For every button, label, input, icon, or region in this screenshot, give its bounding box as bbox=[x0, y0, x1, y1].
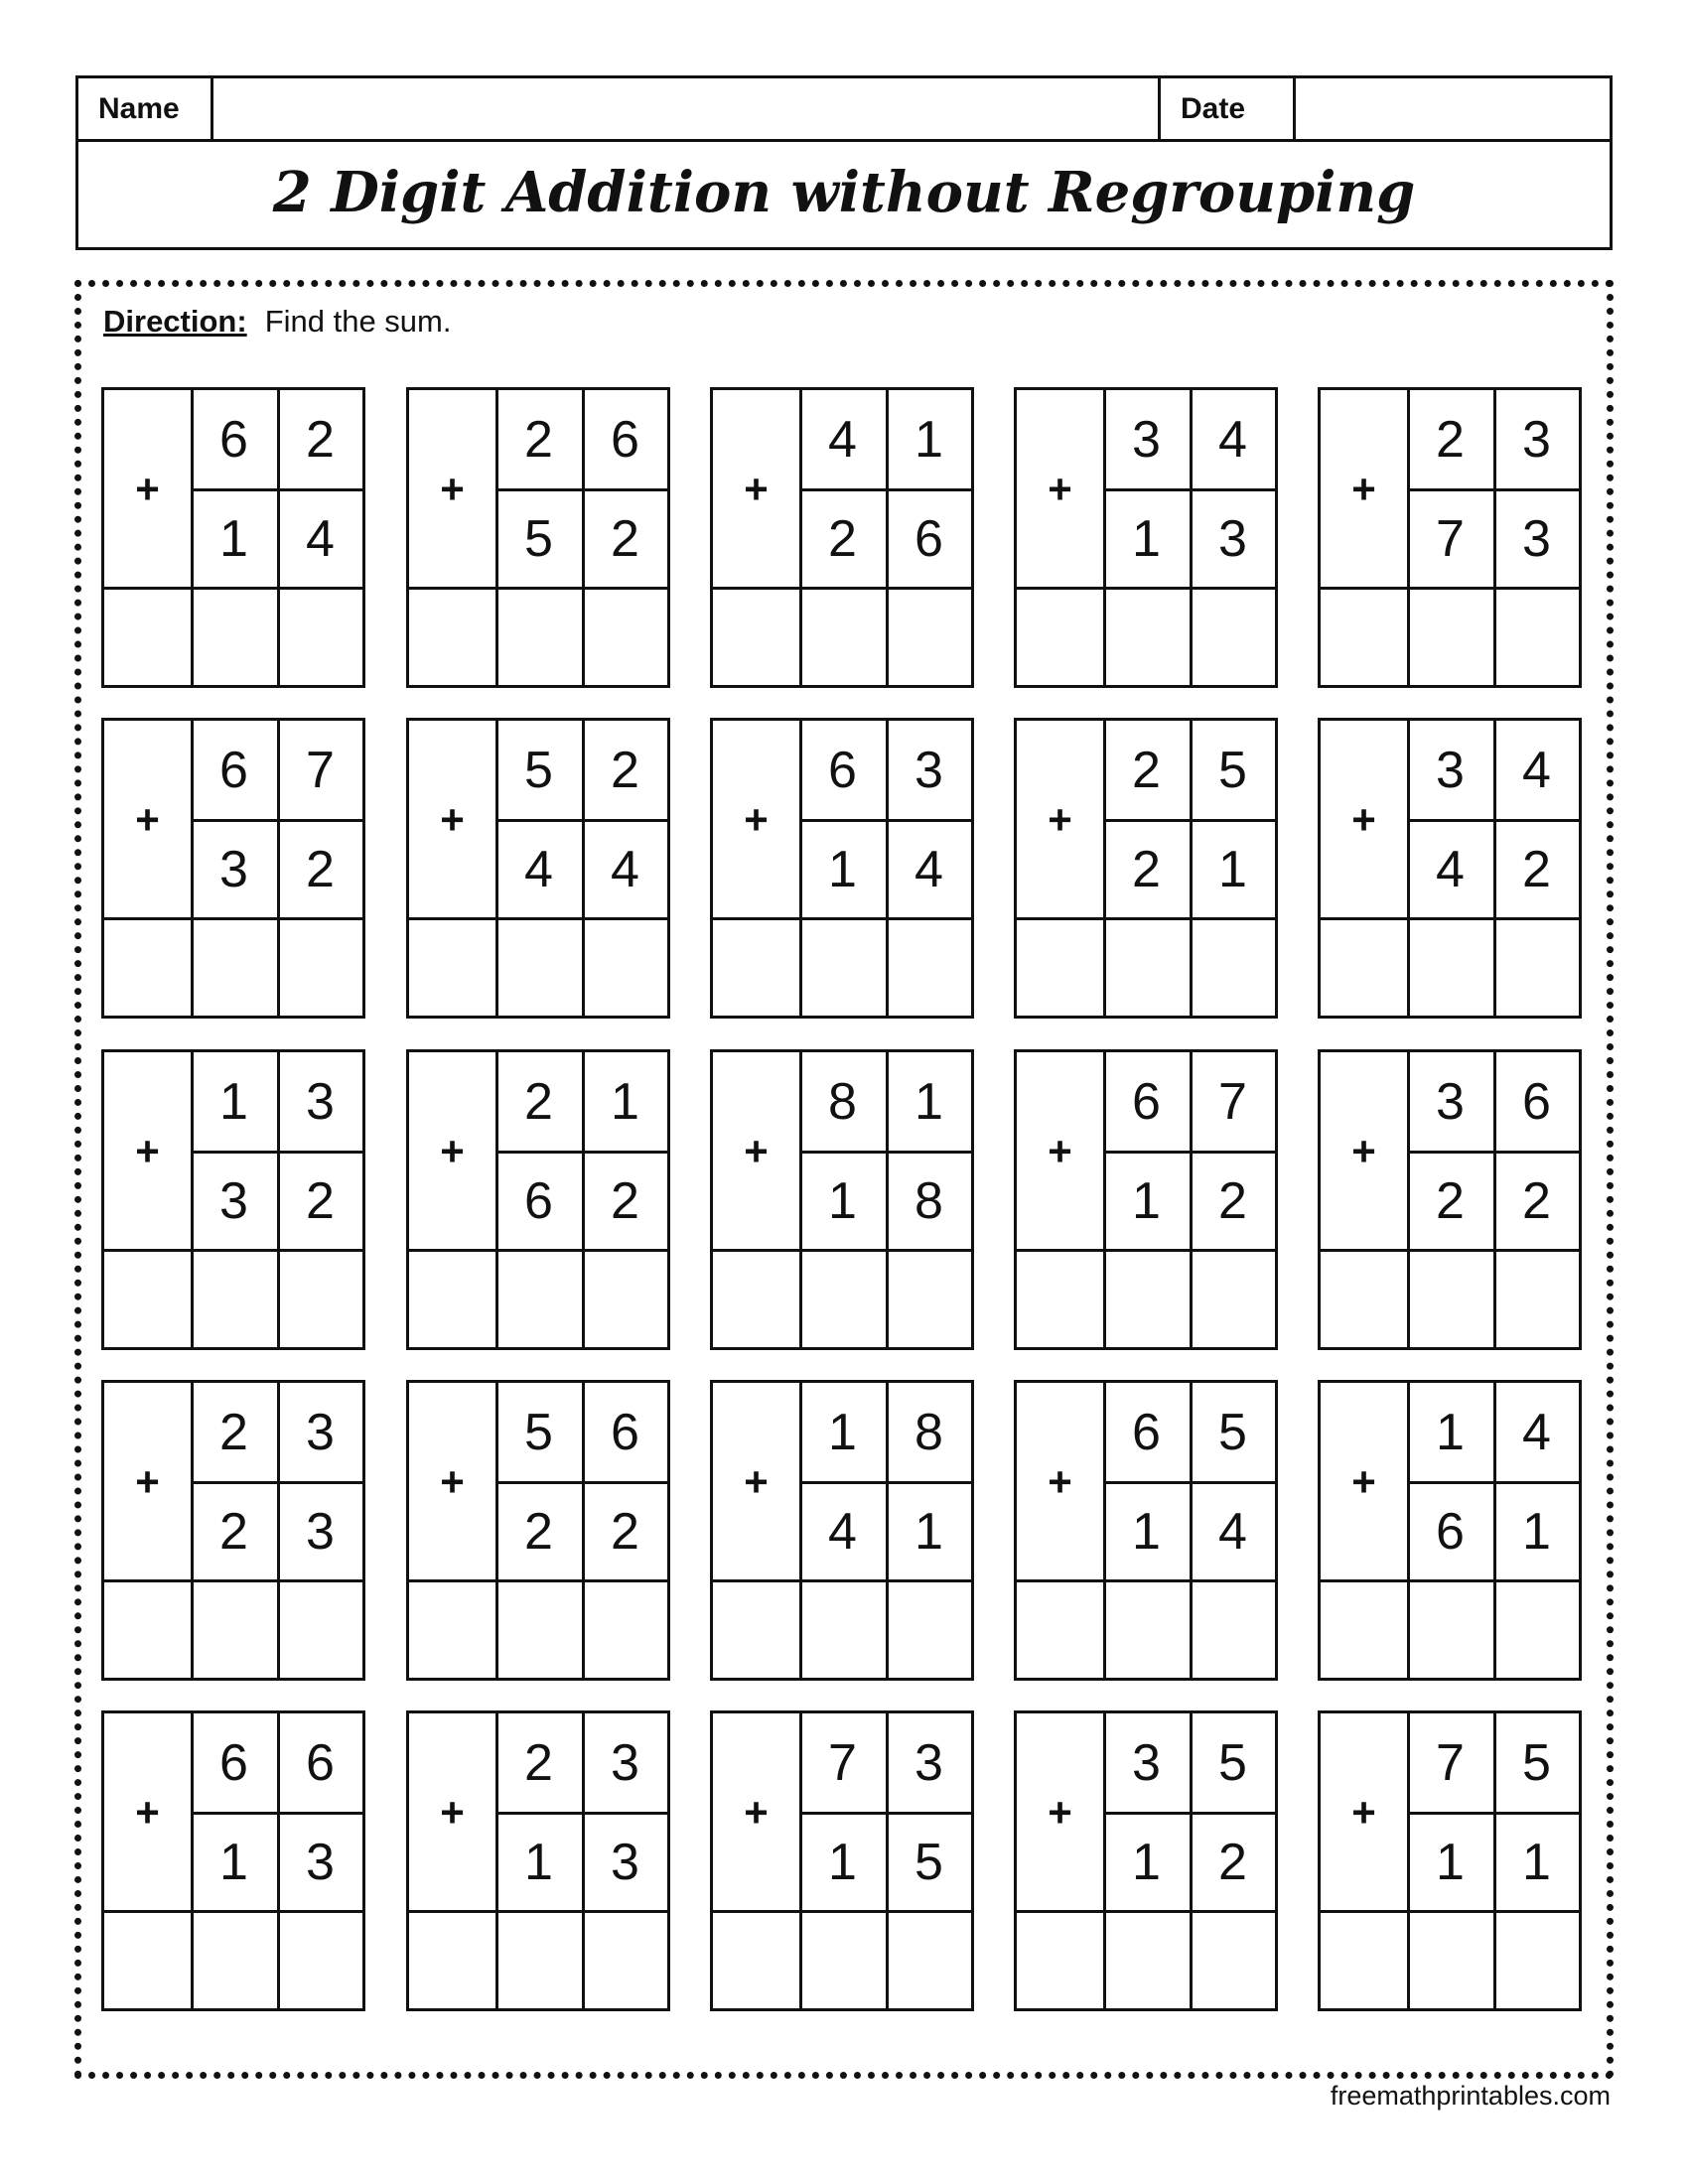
plus-sign: + bbox=[744, 1458, 769, 1505]
answer-cell[interactable] bbox=[713, 1251, 799, 1350]
answer-cell[interactable] bbox=[104, 1251, 191, 1350]
top-ones-digit: 6 bbox=[306, 1734, 335, 1792]
top-ones-digit: 1 bbox=[914, 411, 943, 469]
answer-cell[interactable] bbox=[409, 1581, 495, 1681]
answer-cell[interactable] bbox=[495, 1581, 582, 1681]
plus-sign: + bbox=[1048, 796, 1072, 843]
top-tens-digit: 6 bbox=[1132, 1404, 1161, 1461]
answer-cell[interactable] bbox=[1017, 1581, 1103, 1681]
plus-sign: + bbox=[440, 796, 465, 843]
plus-sign: + bbox=[744, 796, 769, 843]
top-tens-digit: 7 bbox=[828, 1734, 857, 1792]
answer-cell[interactable] bbox=[799, 919, 886, 1019]
plus-sign: + bbox=[135, 466, 160, 512]
plus-sign: + bbox=[440, 1128, 465, 1174]
plus-sign: + bbox=[440, 466, 465, 512]
answer-cell[interactable] bbox=[1493, 919, 1580, 1019]
top-tens-digit: 1 bbox=[828, 1404, 857, 1461]
problem-box bbox=[101, 1049, 365, 1350]
answer-cell[interactable] bbox=[104, 1912, 191, 2011]
bottom-tens-digit: 6 bbox=[1436, 1503, 1465, 1561]
bottom-tens-digit: 2 bbox=[219, 1503, 248, 1561]
answer-cell[interactable] bbox=[713, 919, 799, 1019]
top-tens-digit: 6 bbox=[1132, 1073, 1161, 1131]
answer-cell[interactable] bbox=[409, 919, 495, 1019]
top-tens-digit: 5 bbox=[524, 1404, 553, 1461]
problem-box bbox=[1014, 387, 1278, 688]
answer-cell[interactable] bbox=[1321, 1251, 1407, 1350]
bottom-tens-digit: 6 bbox=[524, 1172, 553, 1230]
bottom-tens-digit: 4 bbox=[1436, 841, 1465, 898]
bottom-ones-digit: 2 bbox=[611, 1503, 639, 1561]
top-ones-digit: 3 bbox=[914, 742, 943, 799]
bottom-ones-digit: 2 bbox=[306, 841, 335, 898]
bottom-tens-digit: 2 bbox=[1132, 841, 1161, 898]
bottom-tens-digit: 4 bbox=[524, 841, 553, 898]
answer-cell[interactable] bbox=[886, 1251, 972, 1350]
answer-cell[interactable] bbox=[495, 919, 582, 1019]
answer-cell[interactable] bbox=[1190, 589, 1276, 688]
bottom-ones-digit: 2 bbox=[306, 1172, 335, 1230]
top-tens-digit: 8 bbox=[828, 1073, 857, 1131]
bottom-tens-digit: 1 bbox=[1132, 1172, 1161, 1230]
answer-cell[interactable] bbox=[104, 589, 191, 688]
bottom-tens-digit: 1 bbox=[828, 1172, 857, 1230]
top-tens-digit: 1 bbox=[1436, 1404, 1465, 1461]
problem-box bbox=[1318, 387, 1582, 688]
plus-sign: + bbox=[135, 1128, 160, 1174]
top-tens-digit: 3 bbox=[1436, 1073, 1465, 1131]
answer-cell[interactable] bbox=[1407, 1581, 1493, 1681]
plus-sign: + bbox=[744, 466, 769, 512]
bottom-tens-digit: 2 bbox=[828, 510, 857, 568]
plus-sign: + bbox=[440, 1458, 465, 1505]
problem-box bbox=[1014, 718, 1278, 1019]
problem-box bbox=[406, 1380, 670, 1681]
bottom-ones-digit: 1 bbox=[1522, 1834, 1551, 1891]
answer-cell[interactable] bbox=[1190, 1581, 1276, 1681]
direction-text: Find the sum. bbox=[264, 304, 452, 339]
bottom-tens-digit: 1 bbox=[1132, 1834, 1161, 1891]
bottom-tens-digit: 7 bbox=[1436, 510, 1465, 568]
answer-cell[interactable] bbox=[799, 589, 886, 688]
problem-box bbox=[1318, 1380, 1582, 1681]
answer-cell[interactable] bbox=[886, 919, 972, 1019]
bottom-ones-digit: 5 bbox=[914, 1834, 943, 1891]
top-tens-digit: 6 bbox=[219, 1734, 248, 1792]
bottom-ones-digit: 4 bbox=[914, 841, 943, 898]
bottom-tens-digit: 2 bbox=[1436, 1172, 1465, 1230]
answer-cell[interactable] bbox=[409, 589, 495, 688]
answer-cell[interactable] bbox=[1321, 1581, 1407, 1681]
plus-sign: + bbox=[1048, 1458, 1072, 1505]
problem-box bbox=[1318, 718, 1582, 1019]
top-ones-digit: 4 bbox=[1522, 742, 1551, 799]
answer-cell[interactable] bbox=[1493, 1251, 1580, 1350]
top-tens-digit: 2 bbox=[1436, 411, 1465, 469]
answer-cell[interactable] bbox=[799, 1581, 886, 1681]
answer-cell[interactable] bbox=[582, 1581, 668, 1681]
answer-cell[interactable] bbox=[1321, 1912, 1407, 2011]
plus-sign: + bbox=[135, 1458, 160, 1505]
answer-cell[interactable] bbox=[1103, 1251, 1190, 1350]
top-ones-digit: 1 bbox=[611, 1073, 639, 1131]
answer-cell[interactable] bbox=[1407, 589, 1493, 688]
top-ones-digit: 6 bbox=[611, 1404, 639, 1461]
problem-box bbox=[1014, 1380, 1278, 1681]
problem-box bbox=[710, 1049, 974, 1350]
answer-cell[interactable] bbox=[495, 1912, 582, 2011]
top-ones-digit: 5 bbox=[1218, 742, 1247, 799]
answer-cell[interactable] bbox=[1493, 1581, 1580, 1681]
answer-cell[interactable] bbox=[409, 1251, 495, 1350]
bottom-ones-digit: 2 bbox=[1218, 1172, 1247, 1230]
answer-cell[interactable] bbox=[104, 919, 191, 1019]
plus-sign: + bbox=[1351, 466, 1376, 512]
answer-cell[interactable] bbox=[277, 589, 363, 688]
footer-site: freemathprintables.com bbox=[1330, 2081, 1611, 2111]
bottom-ones-digit: 1 bbox=[1522, 1503, 1551, 1561]
answer-cell[interactable] bbox=[1321, 919, 1407, 1019]
problem-box bbox=[406, 1710, 670, 2011]
answer-cell[interactable] bbox=[1407, 1912, 1493, 2011]
worksheet-title: 2 Digit Addition without Regrouping bbox=[272, 160, 1416, 225]
bottom-ones-digit: 1 bbox=[914, 1503, 943, 1561]
answer-cell[interactable] bbox=[1493, 1912, 1580, 2011]
bottom-tens-digit: 3 bbox=[219, 841, 248, 898]
bottom-ones-digit: 3 bbox=[306, 1834, 335, 1891]
bottom-ones-digit: 2 bbox=[1218, 1834, 1247, 1891]
top-ones-digit: 7 bbox=[1218, 1073, 1247, 1131]
answer-cell[interactable] bbox=[191, 919, 277, 1019]
date-field[interactable] bbox=[1296, 78, 1613, 139]
top-ones-digit: 7 bbox=[306, 742, 335, 799]
answer-cell[interactable] bbox=[1017, 919, 1103, 1019]
answer-cell[interactable] bbox=[277, 1912, 363, 2011]
bottom-ones-digit: 4 bbox=[306, 510, 335, 568]
problem-box bbox=[710, 1380, 974, 1681]
answer-cell[interactable] bbox=[191, 589, 277, 688]
answer-cell[interactable] bbox=[799, 1912, 886, 2011]
bottom-ones-digit: 3 bbox=[1218, 510, 1247, 568]
plus-sign: + bbox=[440, 1789, 465, 1836]
answer-cell[interactable] bbox=[582, 1912, 668, 2011]
problem-box bbox=[1014, 1710, 1278, 2011]
plus-sign: + bbox=[135, 796, 160, 843]
problem-box bbox=[101, 1380, 365, 1681]
answer-cell[interactable] bbox=[1103, 1912, 1190, 2011]
top-tens-digit: 2 bbox=[524, 411, 553, 469]
top-ones-digit: 1 bbox=[914, 1073, 943, 1131]
bottom-tens-digit: 1 bbox=[1132, 510, 1161, 568]
top-ones-digit: 3 bbox=[306, 1073, 335, 1131]
answer-cell[interactable] bbox=[277, 1581, 363, 1681]
problem-box bbox=[1318, 1049, 1582, 1350]
answer-cell[interactable] bbox=[191, 1912, 277, 2011]
name-label: Name bbox=[78, 78, 213, 139]
answer-cell[interactable] bbox=[713, 1912, 799, 2011]
bottom-tens-digit: 1 bbox=[1132, 1503, 1161, 1561]
top-ones-digit: 4 bbox=[1218, 411, 1247, 469]
name-date-row bbox=[78, 78, 1610, 142]
bottom-ones-digit: 2 bbox=[611, 510, 639, 568]
top-ones-digit: 2 bbox=[611, 742, 639, 799]
answer-cell[interactable] bbox=[1493, 589, 1580, 688]
problem-box bbox=[710, 718, 974, 1019]
answer-cell[interactable] bbox=[582, 589, 668, 688]
bottom-ones-digit: 6 bbox=[914, 510, 943, 568]
bottom-ones-digit: 3 bbox=[306, 1503, 335, 1561]
top-tens-digit: 6 bbox=[828, 742, 857, 799]
top-ones-digit: 3 bbox=[306, 1404, 335, 1461]
top-tens-digit: 2 bbox=[1132, 742, 1161, 799]
top-ones-digit: 2 bbox=[306, 411, 335, 469]
plus-sign: + bbox=[744, 1128, 769, 1174]
answer-cell[interactable] bbox=[1103, 589, 1190, 688]
top-tens-digit: 4 bbox=[828, 411, 857, 469]
plus-sign: + bbox=[1351, 1458, 1376, 1505]
plus-sign: + bbox=[1351, 1789, 1376, 1836]
answer-cell[interactable] bbox=[886, 1912, 972, 2011]
plus-sign: + bbox=[1351, 796, 1376, 843]
bottom-tens-digit: 1 bbox=[828, 1834, 857, 1891]
answer-cell[interactable] bbox=[277, 1251, 363, 1350]
top-ones-digit: 5 bbox=[1218, 1404, 1247, 1461]
problem-box bbox=[710, 1710, 974, 2011]
bottom-tens-digit: 1 bbox=[1436, 1834, 1465, 1891]
answer-cell[interactable] bbox=[713, 1581, 799, 1681]
bottom-ones-digit: 8 bbox=[914, 1172, 943, 1230]
answer-cell[interactable] bbox=[1190, 1251, 1276, 1350]
top-ones-digit: 5 bbox=[1218, 1734, 1247, 1792]
answer-cell[interactable] bbox=[1017, 1912, 1103, 2011]
answer-cell[interactable] bbox=[799, 1251, 886, 1350]
problem-box bbox=[406, 387, 670, 688]
name-field[interactable] bbox=[213, 78, 1161, 139]
bottom-ones-digit: 1 bbox=[1218, 841, 1247, 898]
top-tens-digit: 6 bbox=[219, 742, 248, 799]
problem-box bbox=[406, 718, 670, 1019]
problem-box bbox=[1014, 1049, 1278, 1350]
top-tens-digit: 2 bbox=[524, 1734, 553, 1792]
date-label: Date bbox=[1161, 78, 1296, 139]
problem-box bbox=[710, 387, 974, 688]
bottom-tens-digit: 4 bbox=[828, 1503, 857, 1561]
plus-sign: + bbox=[135, 1789, 160, 1836]
answer-cell[interactable] bbox=[277, 919, 363, 1019]
top-ones-digit: 6 bbox=[1522, 1073, 1551, 1131]
bottom-ones-digit: 3 bbox=[611, 1834, 639, 1891]
answer-cell[interactable] bbox=[1103, 1581, 1190, 1681]
bottom-tens-digit: 1 bbox=[219, 510, 248, 568]
answer-cell[interactable] bbox=[1103, 919, 1190, 1019]
top-tens-digit: 3 bbox=[1132, 411, 1161, 469]
problem-box bbox=[1318, 1710, 1582, 2011]
answer-cell[interactable] bbox=[1017, 589, 1103, 688]
bottom-ones-digit: 2 bbox=[1522, 841, 1551, 898]
bottom-ones-digit: 3 bbox=[1522, 510, 1551, 568]
answer-cell[interactable] bbox=[191, 1581, 277, 1681]
answer-cell[interactable] bbox=[1407, 919, 1493, 1019]
top-tens-digit: 6 bbox=[219, 411, 248, 469]
plus-sign: + bbox=[1048, 1128, 1072, 1174]
bottom-tens-digit: 1 bbox=[219, 1834, 248, 1891]
bottom-ones-digit: 4 bbox=[1218, 1503, 1247, 1561]
problem-box bbox=[101, 387, 365, 688]
problem-box bbox=[406, 1049, 670, 1350]
answer-cell[interactable] bbox=[582, 1251, 668, 1350]
top-tens-digit: 3 bbox=[1132, 1734, 1161, 1792]
bottom-tens-digit: 3 bbox=[219, 1172, 248, 1230]
top-tens-digit: 2 bbox=[524, 1073, 553, 1131]
top-ones-digit: 3 bbox=[611, 1734, 639, 1792]
top-tens-digit: 3 bbox=[1436, 742, 1465, 799]
top-ones-digit: 6 bbox=[611, 411, 639, 469]
bottom-tens-digit: 1 bbox=[524, 1834, 553, 1891]
problem-box bbox=[101, 718, 365, 1019]
answer-cell[interactable] bbox=[191, 1251, 277, 1350]
answer-cell[interactable] bbox=[713, 589, 799, 688]
top-ones-digit: 4 bbox=[1522, 1404, 1551, 1461]
bottom-ones-digit: 2 bbox=[611, 1172, 639, 1230]
top-tens-digit: 7 bbox=[1436, 1734, 1465, 1792]
answer-cell[interactable] bbox=[1190, 1912, 1276, 2011]
top-ones-digit: 5 bbox=[1522, 1734, 1551, 1792]
bottom-tens-digit: 1 bbox=[828, 841, 857, 898]
bottom-ones-digit: 2 bbox=[1522, 1172, 1551, 1230]
header-box bbox=[75, 75, 1613, 250]
answer-cell[interactable] bbox=[886, 1581, 972, 1681]
bottom-ones-digit: 4 bbox=[611, 841, 639, 898]
top-tens-digit: 1 bbox=[219, 1073, 248, 1131]
answer-cell[interactable] bbox=[495, 1251, 582, 1350]
answer-cell[interactable] bbox=[582, 919, 668, 1019]
answer-cell[interactable] bbox=[1321, 589, 1407, 688]
top-tens-digit: 5 bbox=[524, 742, 553, 799]
top-ones-digit: 3 bbox=[914, 1734, 943, 1792]
plus-sign: + bbox=[744, 1789, 769, 1836]
answer-cell[interactable] bbox=[495, 589, 582, 688]
top-tens-digit: 2 bbox=[219, 1404, 248, 1461]
answer-cell[interactable] bbox=[1407, 1251, 1493, 1350]
bottom-tens-digit: 2 bbox=[524, 1503, 553, 1561]
problem-box bbox=[101, 1710, 365, 2011]
answer-cell[interactable] bbox=[1017, 1251, 1103, 1350]
plus-sign: + bbox=[1351, 1128, 1376, 1174]
answer-cell[interactable] bbox=[409, 1912, 495, 2011]
plus-sign: + bbox=[1048, 1789, 1072, 1836]
answer-cell[interactable] bbox=[1190, 919, 1276, 1019]
top-ones-digit: 8 bbox=[914, 1404, 943, 1461]
direction-line bbox=[103, 302, 452, 341]
plus-sign: + bbox=[1048, 466, 1072, 512]
top-ones-digit: 3 bbox=[1522, 411, 1551, 469]
direction-label: Direction: bbox=[103, 304, 247, 339]
bottom-tens-digit: 5 bbox=[524, 510, 553, 568]
answer-cell[interactable] bbox=[104, 1581, 191, 1681]
answer-cell[interactable] bbox=[886, 589, 972, 688]
